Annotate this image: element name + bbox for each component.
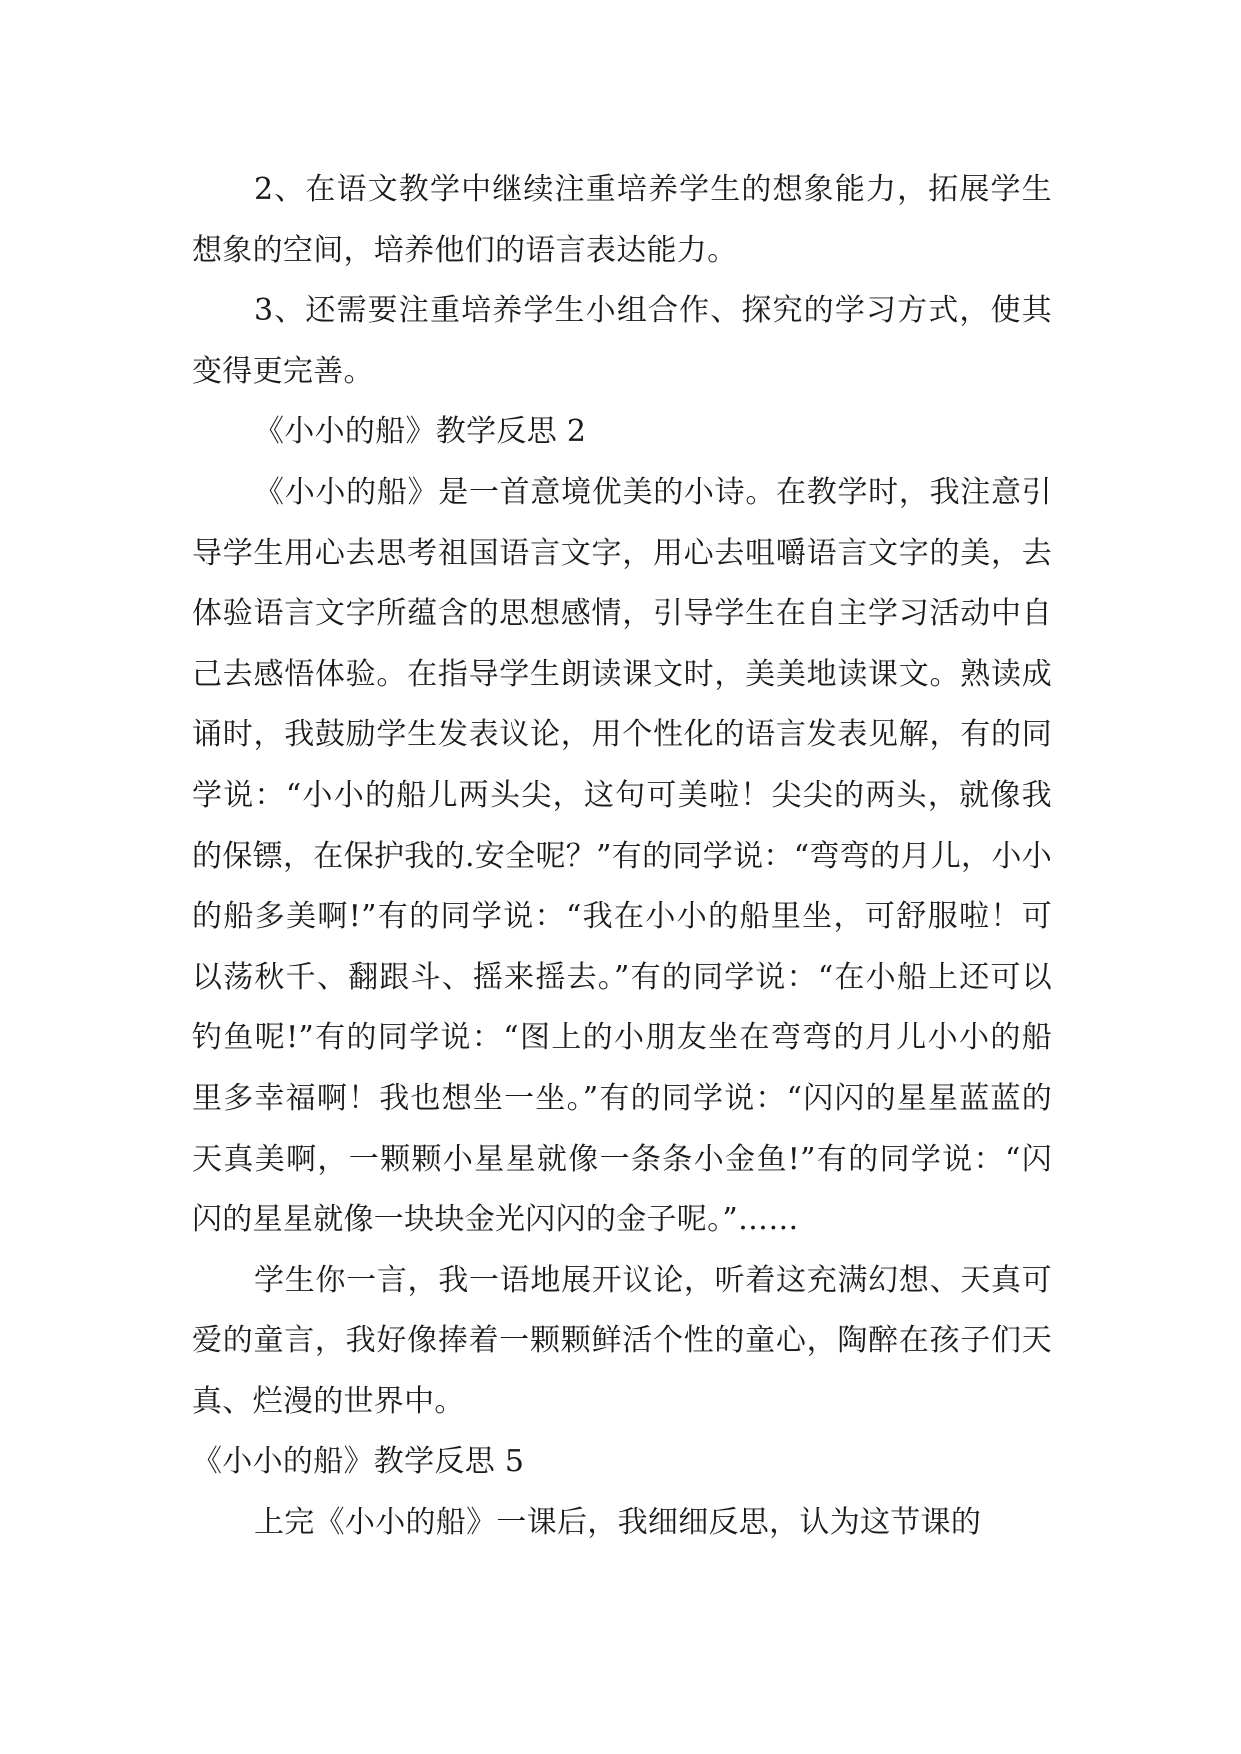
section-heading-reflection-5: 《小小的船》教学反思 5 — [192, 1444, 525, 1480]
document-body — [192, 160, 1052, 1554]
paragraph-after-lesson: 上完《小小的船》一课后，我细细反思，认为这节课的 — [254, 1505, 982, 1541]
paragraph-imagination: 2、在语文教学中继续注重培养学生的想象能力，拓展学生想象的空间，培养他们的语言表达能力。 — [192, 172, 1052, 268]
paragraph-poem-teaching: 《小小的船》是一首意境优美的小诗。在教学时，我注意引导学生用心去思考祖国语言文字，用心去咀嚼语言文字的美，去体验语言文字所蕴含的思想感情，引导学生在自主学习活动中自己去感悟体验。在指导学生朗读课文时，美美地读课文。熟读成诵时，我鼓励学生发表议论，用个性化的语言发表见解，有的同学说：“小小的船儿两头尖，这句可美啦！尖尖的两头，就像我的保镖，在保护我的.安全呢？”有的同学说：“弯弯的月儿，小小的船多美啊!”有的同学说：“我在小小的船里坐，可舒服啦！可以荡秋千、翻跟斗、摇来摇去。”有的同学说：“在小船上还可以钓鱼呢!”有的同学说：“图上的小朋友坐在弯弯的月儿小小的船里多幸福啊！我也想坐一坐。”有的同学说：“闪闪的星星蓝蓝的天真美啊，一颗颗小星星就像一条条小金鱼!”有的同学说：“闪闪的星星就像一块块金光闪闪的金子呢。”…… — [192, 474, 1052, 1238]
paragraph-student-discussion: 学生你一言，我一语地展开议论，听着这充满幻想、天真可爱的童言，我好像捧着一颗颗鲜活个性的童心，陶醉在孩子们天真、烂漫的世界中。 — [192, 1262, 1052, 1419]
section-heading-reflection-2: 《小小的船》教学反思 2 — [254, 414, 587, 450]
paragraph-cooperation: 3、还需要注重培养学生小组合作、探究的学习方式，使其变得更完善。 — [192, 293, 1052, 389]
